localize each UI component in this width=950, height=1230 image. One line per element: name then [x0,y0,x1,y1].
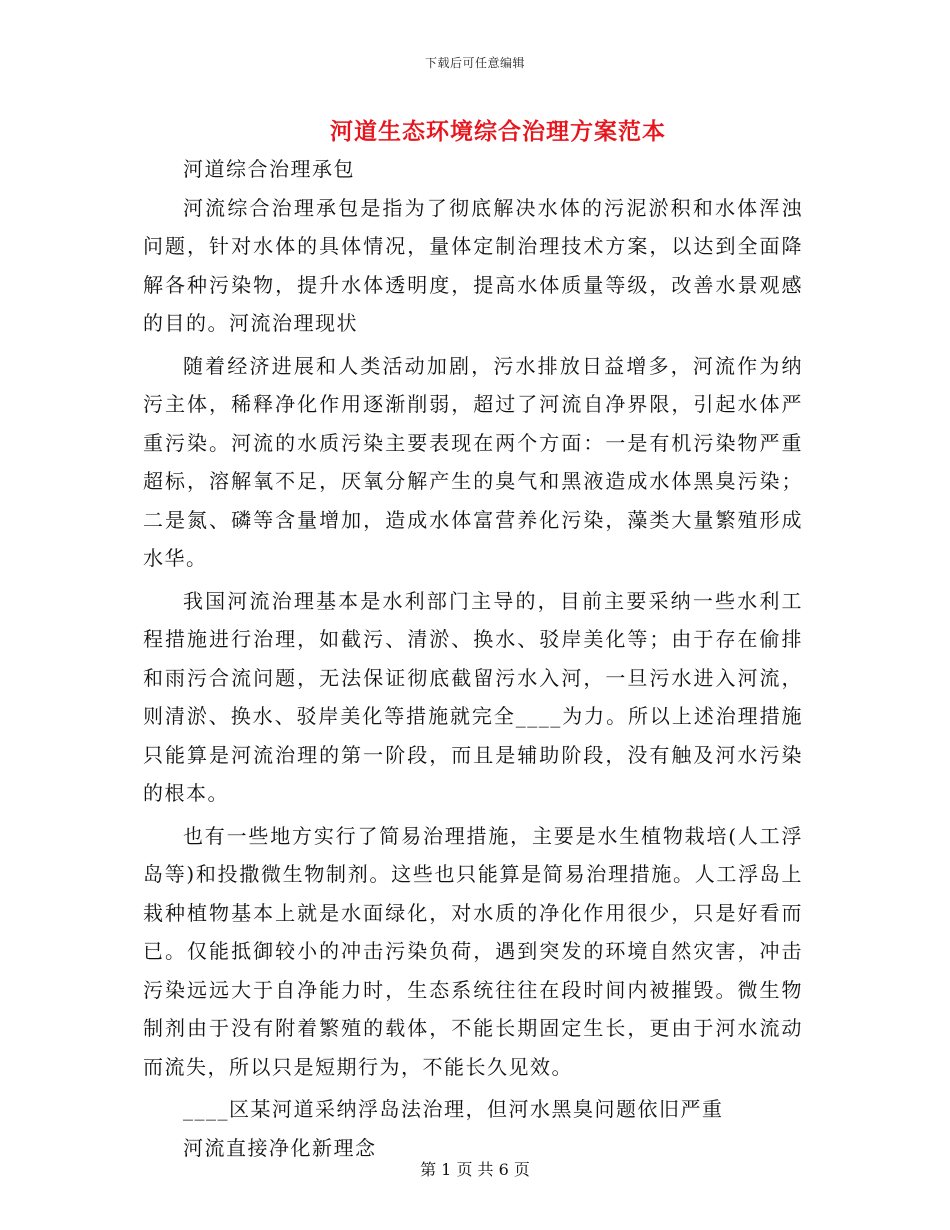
paragraph-case-example: ____区某河道采纳浮岛法治理，但河水黑臭问题依旧严重 [183,1097,724,1121]
page-header-note: 下载后可任意编辑 [424,56,525,70]
paragraph-simple-measures: 也有一些地方实行了简易治理措施，主要是水生植物栽培(人工浮岛等)和投撒微生物制剂。这些也只能算是简易治理措施。人工浮岛上栽种植物基本上就是水面绿化，对水质的净化作用很少，只是好看而已。仅能抵御较小的冲击污染负荷，遇到突发的环境自然灾害，冲击污染远远大于自净能力时，生态系统往往在段时间内被摧毁。微生物制剂由于没有附着繁殖的载体，不能长期固定生长，更由于河水流动而流失，所以只是短期行为，不能长久见效。 [143,823,803,1079]
document-title: 河道生态环境综合治理方案范本 [330,118,666,145]
paragraph-definition: 河流综合治理承包是指为了彻底解决水体的污泥淤积和水体浑浊问题，针对水体的具体情况，量体定制治理技术方案，以达到全面降解各种污染物，提升水体透明度，提高水体质量等级，改善水景观感的目的。河流治理现状 [143,195,803,335]
page-number: 第 1 页 共 6 页 [420,1160,530,1179]
document-body [143,150,803,1167]
paragraph-subheading: 河道综合治理承包 [183,157,355,181]
paragraph-new-concept: 河流直接净化新理念 [183,1135,377,1160]
paragraph-national-practice: 我国河流治理基本是水利部门主导的，目前主要采纳一些水利工程措施进行治理，如截污、清淤、换水、驳岸美化等；由于存在偷排和雨污合流问题，无法保证彻底截留污水入河，一旦污水进入河流，则清淤、换水、驳岸美化等措施就完全____为力。所以上述治理措施只能算是河流治理的第一阶段，而且是辅助阶段，没有触及河水污染的根本。 [143,588,803,805]
paragraph-current-status: 随着经济进展和人类活动加剧，污水排放日益增多，河流作为纳污主体，稀释净化作用逐渐削弱，超过了河流自净界限，引起水体严重污染。河流的水质污染主要表现在两个方面：一是有机污染物严重超标，溶解氧不足，厌氧分解产生的臭气和黑液造成水体黑臭污染；二是氮、磷等含量增加，造成水体富营养化污染，藻类大量繁殖形成水华。 [143,353,803,570]
